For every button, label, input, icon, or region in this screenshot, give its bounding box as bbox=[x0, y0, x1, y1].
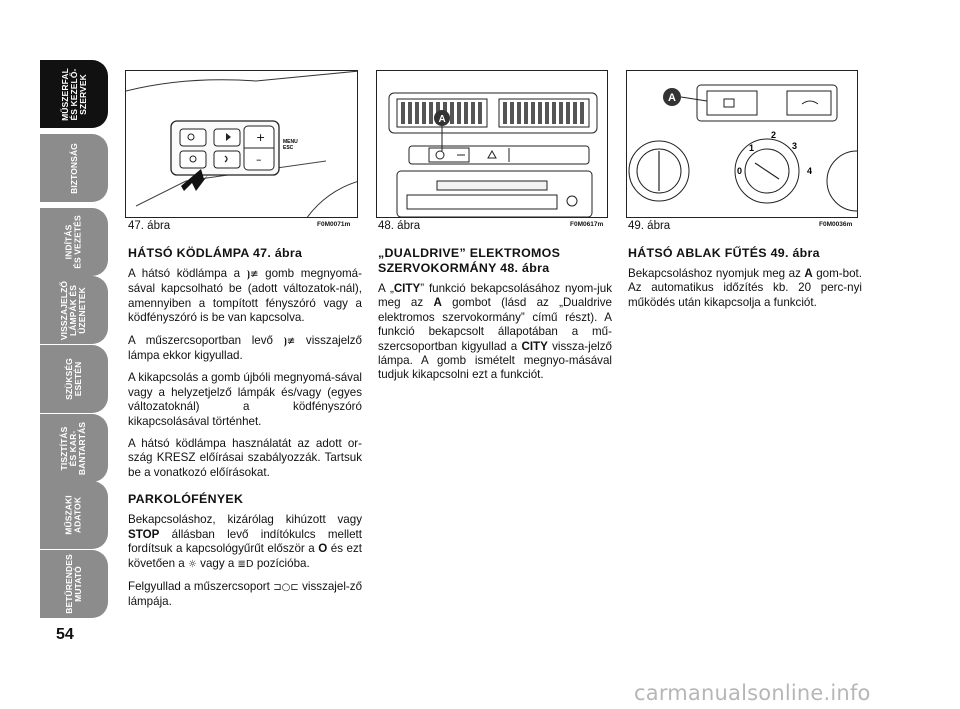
tab-biztonsag[interactable]: BIZTONSÁG bbox=[40, 134, 108, 202]
paragraph-5: Bekapcsoláshoz, kizárólag kihúzott vagy STOP állásban levő indítókulcs mellett fordítsuk a kapcsológyűrűt először a O és ezt követően a ☼ vagy a ≣D pozícióba. bbox=[128, 513, 363, 570]
svg-text:3: 3 bbox=[792, 141, 798, 151]
tab-inditas[interactable]: INDÍTÁS ÉS VEZETÉS bbox=[40, 208, 108, 276]
tab-visszajelzo[interactable]: VISSZAJELZŐ LÁMPÁK ÉS ÜZENETEK bbox=[40, 276, 108, 344]
paragraph-dualdrive: A „CITY” funkció bekapcsolásához nyom-juk meg az A gombot (lásd az „Dualdrive elektromos szervokormány” című részt). A funkció bekapcsolt állapotában a mű-szercsoportban kigyullad a CITY vissza-jelző lámpa. A gomb ismételt megnyo-másával tudjuk kikapcsolni ezt a funkciót. bbox=[378, 282, 612, 382]
column-rear-window bbox=[628, 246, 862, 318]
heading-dualdrive: „DUALDRIVE” ELEKTROMOS SZERVOKORMÁNY 48. ábra bbox=[378, 246, 561, 275]
figure-49-code: F0M0036m bbox=[819, 221, 853, 228]
figure-47-caption: 47. ábra bbox=[128, 220, 171, 232]
figure-48-caption: 48. ábra bbox=[378, 220, 421, 232]
paragraph-rear-window: Bekapcsoláshoz nyomjuk meg az A gom-bot. Az automatikus időzítés kb. 20 perc-nyi működés után kikapcsolja a funkciót. bbox=[628, 267, 862, 309]
rear-fog-icon: ⦘≢ bbox=[246, 269, 259, 280]
heading-rear-fog: HÁTSÓ KÖDLÁMPA 47. ábra bbox=[128, 246, 303, 260]
figure-49 bbox=[626, 70, 858, 218]
svg-text:2: 2 bbox=[771, 130, 777, 140]
tab-muszerfal[interactable]: MŰSZERFAL ÉS KEZELŐ- SZERVEK bbox=[40, 60, 108, 128]
parking-lights-icon: ⊐○⊏ bbox=[273, 581, 299, 593]
heater-panel-illustration bbox=[627, 71, 858, 218]
paragraph-2: A műszercsoportban levő ⦘≢ visszajelző lámpa ekkor kigyullad. bbox=[128, 333, 362, 363]
page-number: 54 bbox=[56, 626, 74, 643]
svg-text:ESC: ESC bbox=[283, 145, 294, 151]
figure-48-code: F0M0617m bbox=[570, 221, 604, 228]
tab-muszaki[interactable]: MŰSZAKI ADATOK bbox=[40, 481, 108, 549]
dualdrive-console-illustration bbox=[377, 71, 608, 218]
figure-47 bbox=[125, 70, 358, 218]
svg-text:A: A bbox=[668, 92, 676, 104]
tab-beturendes[interactable]: BETŰRENDES MUTATÓ bbox=[40, 550, 108, 618]
heading-parking-lights: PARKOLÓFÉNYEK bbox=[128, 492, 244, 507]
svg-text:1: 1 bbox=[749, 143, 755, 153]
svg-text:–: – bbox=[256, 153, 262, 166]
low-beam-icon: ≣D bbox=[237, 558, 254, 570]
column-rear-fog bbox=[128, 246, 362, 618]
chapter-sidebar bbox=[40, 60, 108, 620]
paragraph-1: A hátsó ködlámpa a ⦘≢ gomb megnyomá-sával kapcsolható be (adott változatok-nál), amennyiben a tompított fényszóró vagy a ködfényszóró is be van kapcsolva. bbox=[128, 267, 362, 325]
paragraph-6: Felgyullad a műszercsoport ⊐○⊏ visszajel-ző lámpája. bbox=[128, 579, 363, 609]
tab-tisztitas[interactable]: TISZTÍTÁS ÉS KAR- BANTARTÁS bbox=[40, 414, 108, 482]
rear-fog-icon: ⦘≢ bbox=[283, 335, 296, 347]
heading-rear-window: HÁTSÓ ABLAK FŰTÉS 49. ábra bbox=[628, 246, 820, 260]
menu-esc-label: MENU bbox=[283, 139, 298, 145]
figure-48 bbox=[376, 70, 608, 218]
column-dualdrive bbox=[378, 246, 612, 391]
paragraph-3: A kikapcsolás a gomb újbóli megnyomá-sával vagy a helyzetjelző lámpák és/vagy (egyes változatoknál) a ködfényszóró kikapcsolásával történhet. bbox=[128, 371, 362, 428]
figure-49-caption: 49. ábra bbox=[628, 220, 671, 232]
svg-text:A: A bbox=[438, 114, 446, 125]
watermark: carmanualsonline.info bbox=[634, 681, 871, 705]
tab-szukseg[interactable]: SZÜKSÉG ESETÉN bbox=[40, 345, 108, 413]
sidelight-icon: ☼ bbox=[187, 558, 197, 570]
svg-text:+: + bbox=[256, 131, 266, 144]
rear-fog-switch-illustration bbox=[126, 71, 358, 218]
svg-text:0: 0 bbox=[737, 166, 743, 176]
paragraph-4: A hátsó ködlámpa használatát az adott or-szág KRESZ előírásai szabályozzák. Tartsuk be a vonatkozó előírásokat. bbox=[128, 437, 362, 479]
svg-text:4: 4 bbox=[807, 166, 813, 176]
figure-47-code: F0M0071m bbox=[317, 221, 351, 228]
